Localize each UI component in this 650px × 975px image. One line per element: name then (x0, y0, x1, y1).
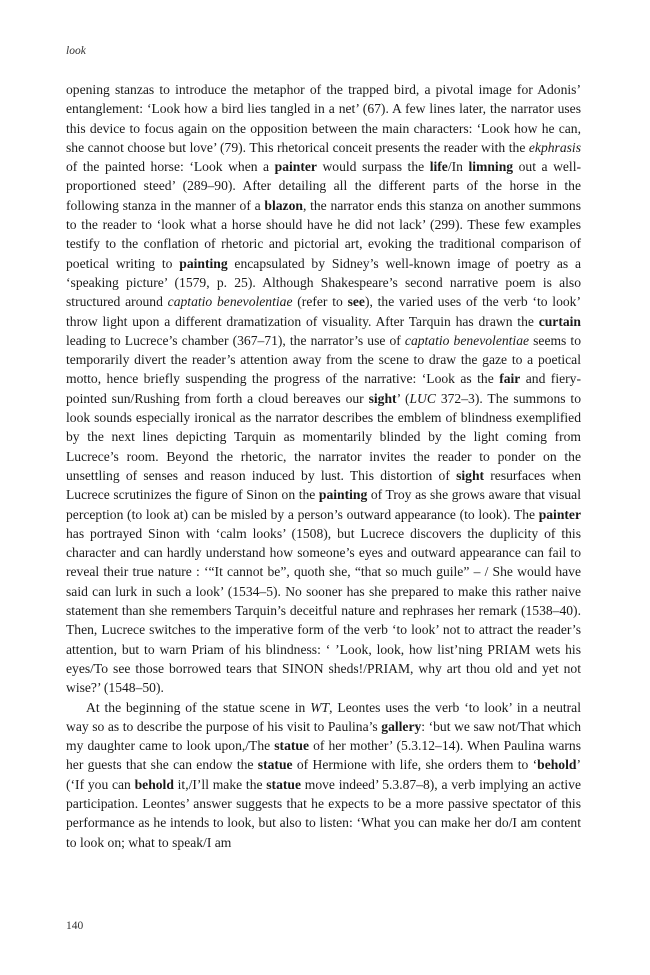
bold-term: fair (499, 371, 521, 387)
text-run: At the beginning of the statue scene in (86, 699, 311, 715)
text-run: 372–3). The summons to look sounds especially ironical as the narrator describes the emblem of blindness exemplified by the next lines depicting Tarquin as momentarily blinded by the light coming from Lucrece’s room. Beyond the rhetoric, the narrator invites the reader to ponder on the unsettling of senses and reason induced by lust. This distortion of (66, 390, 581, 483)
text-run: , Leontes uses the verb ‘to look’ in a neutral way so as to describe the purpose of his visit to Paulina’s (66, 699, 581, 734)
bold-term: painting (318, 487, 368, 503)
bold-term: behold (537, 757, 577, 773)
text-run: would surpass the (316, 159, 430, 175)
bold-term: statue (274, 738, 310, 754)
text-run: move indeed’ 5.3.87–8), a verb implying an active participation. Leontes’ answer suggests that he expects to be a more passive spectator of this performance as he intends to look, but also to listen: ‘What you can make her do/I am content to look on; what to speak/I am (66, 776, 581, 850)
text-run: ’ ( (396, 390, 410, 406)
text-run: ’ (‘If you can (66, 757, 581, 792)
text-run: and fiery-pointed sun/Rushing from forth a cloud bereaves our (66, 371, 581, 406)
text-run: of the painted horse: ‘Look when a (66, 159, 275, 175)
italic-term: WT (310, 699, 330, 715)
bold-term: life (429, 159, 448, 175)
text-run: (refer to (292, 294, 348, 310)
text-run: encapsulated by Sidney’s well-known image of poetry as a ‘speaking picture’ (1579, p. 25). Although Shakespeare’s second narrative poem is also structured around (66, 255, 581, 310)
bold-term: curtain (538, 313, 581, 329)
paragraph (66, 80, 581, 698)
bold-term: painting (179, 255, 228, 271)
text-run: opening stanzas to introduce the metaphor of the trapped bird, a pivotal image for Adonis’ entanglement: ‘Look how a bird lies tangled in a net’ (67). A few lines later, the narrator uses this device to focus again on the opposition between the main characters: ‘Look how he can, she cannot choose but love’ (79). This rhetorical conceit presents the reader with the (66, 82, 581, 155)
bold-term: painter (274, 159, 317, 175)
text-run: ), the varied uses of the verb ‘to look’ throw light upon a different dramatization of visuality. After Tarquin has drawn the (66, 294, 581, 329)
text-run: out a well-proportioned steed’ (289–90). After detailing all the different parts of the horse in the following stanza in the manner of a (66, 159, 582, 213)
bold-term: sight (456, 467, 485, 483)
text-run: resurfaces when Lucrece scrutinizes the figure of Sinon on the (66, 467, 581, 503)
bold-term: painter (538, 506, 581, 522)
bold-term: see (347, 294, 365, 310)
text-run: has portrayed Sinon with ‘calm looks’ (1508), but Lucrece discovers the duplicity of this character and can hardly understand how someone’s eyes and outward appearance can fail to reveal their true nature : ‘“It cannot be”, quoth she, “that so much guile” – / She would have said can lurk in such a look’ (1534–5). No sooner has she prepared to make this rather naive statement than she remembers Tarquin’s deceitful nature and rephrases her remark (1538–40). Then, Lucrece switches to the imperative form of the verb ‘to look’ not to attract the reader’s attention, but to warn Priam of his blindness: ‘ ’Look, look, how list’ning PRIAM wets his eyes/To see those borrowed tears that SINON sheds!/PRIAM, why art thou old and yet not wise?’ (1548–50). (66, 525, 581, 696)
bold-term: statue (257, 757, 293, 773)
bold-term: sight (368, 390, 397, 406)
bold-term: gallery (381, 718, 422, 734)
text-run: /In (447, 159, 469, 175)
italic-term: captatio benevolentiae (404, 332, 530, 348)
text-run: , the narrator ends this stanza on another summons to the reader to ‘look what a horse should have he did not lack’ (299). These few examples testify to the conflation of rhetoric and pictorial art, evoking the traditional comparison of poetical writing to (66, 197, 581, 271)
italic-term: ekphrasis (528, 139, 581, 155)
italic-term: captatio benevolentiae (167, 294, 293, 310)
text-run: of Troy as she grows aware that visual perception (to look at) can be misled by a person’s outward appearance (to look). The (66, 487, 581, 522)
bold-term: blazon (264, 197, 303, 213)
running-head: look (66, 45, 86, 57)
bold-term: statue (266, 776, 302, 792)
text-run: of her mother’ (5.3.12–14). When Paulina warns her guests that she can endow the (66, 738, 581, 773)
text-run: it,/I’ll make the (173, 776, 267, 792)
body-text (66, 80, 581, 852)
bold-term: behold (134, 776, 174, 792)
paragraph (66, 698, 581, 852)
text-run: leading to Lucrece’s chamber (367–71), the narrator’s use of (66, 332, 405, 348)
bold-term: limning (468, 159, 514, 175)
italic-term: LUC (409, 390, 436, 406)
page-number: 140 (66, 920, 84, 932)
text-run: of Hermione with life, she orders them to ‘ (292, 757, 538, 773)
text-run: seems to temporarily divert the reader’s attention away from the scene to draw the gaze to a poetical motto, hence briefly suspending the progress of the narrative: ‘Look as the (66, 332, 582, 387)
text-run: : ‘but we saw not/That which my daughter came to look upon,/The (66, 718, 582, 754)
